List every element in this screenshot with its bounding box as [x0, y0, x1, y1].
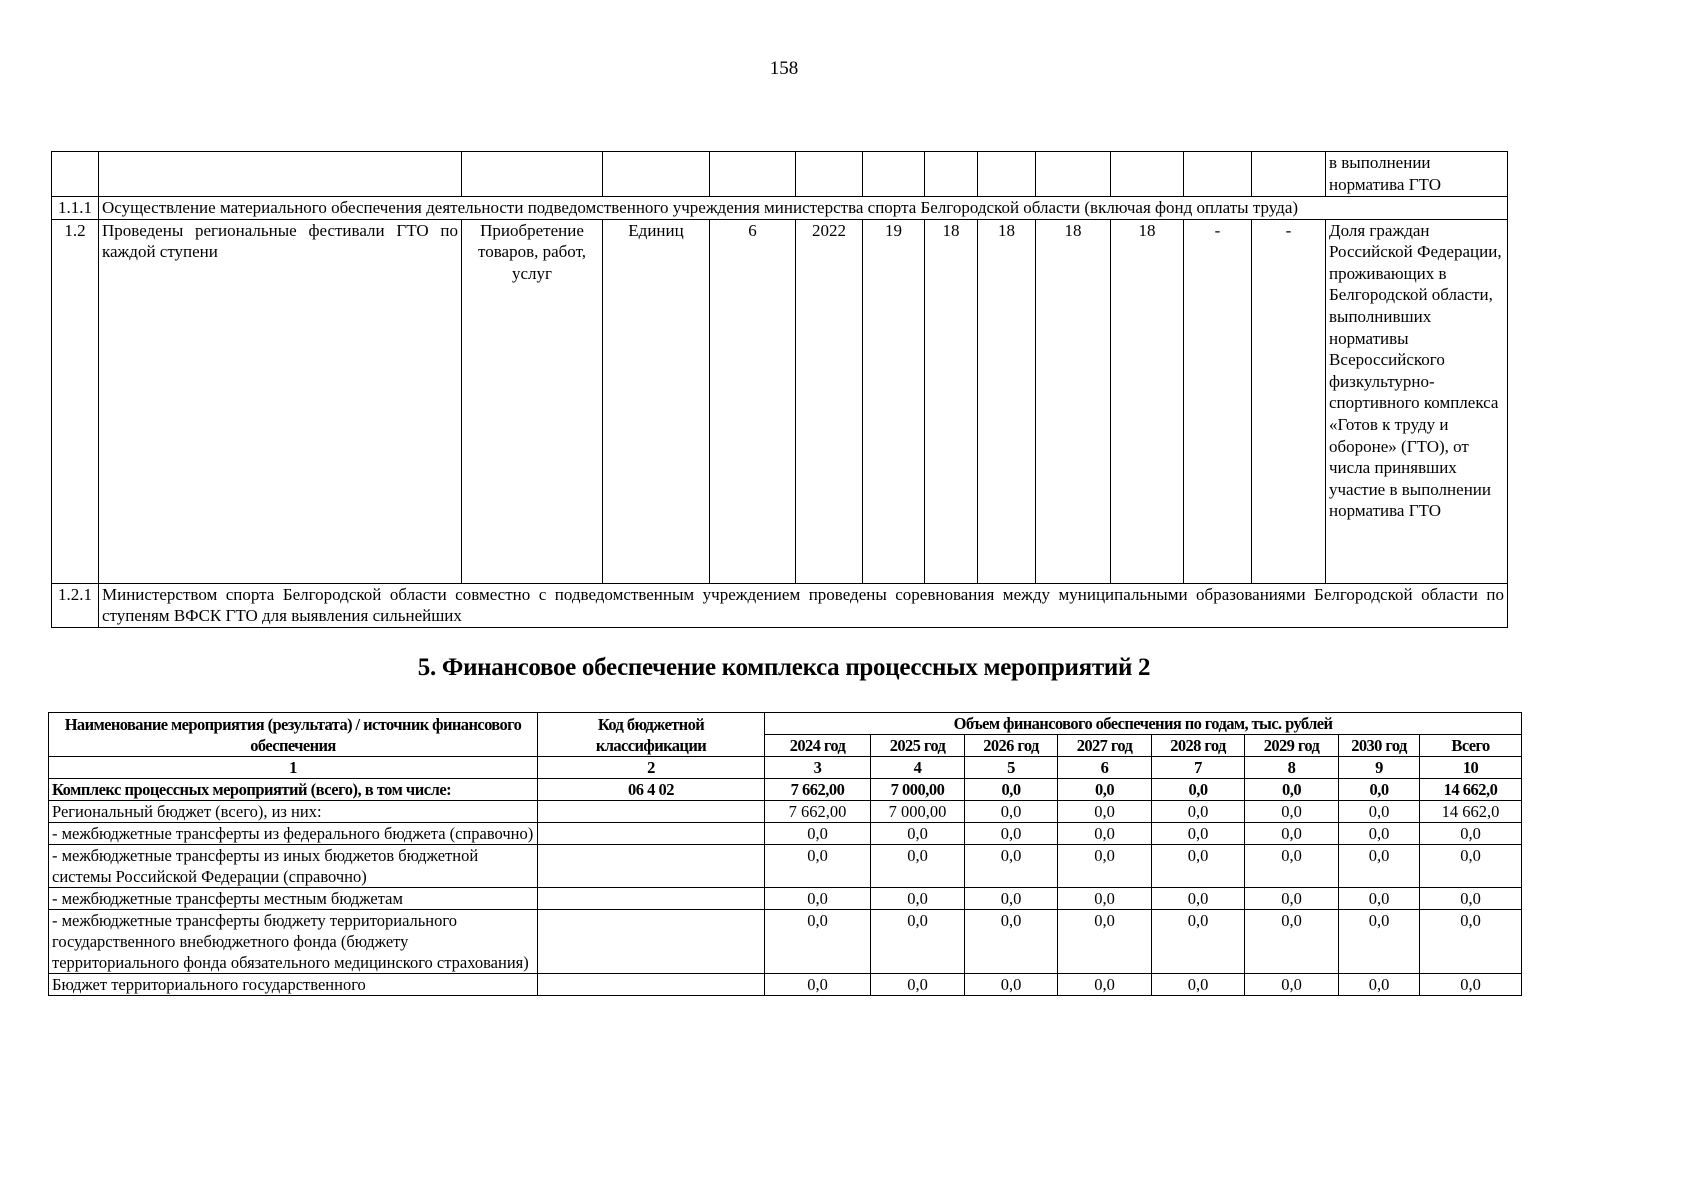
- row-value: 0,0: [1058, 779, 1152, 801]
- row-total: 0,0: [1420, 910, 1522, 974]
- row-value: 0,0: [965, 801, 1058, 823]
- row-total: 14 662,0: [1420, 779, 1522, 801]
- header-row-1: [49, 713, 1522, 735]
- header-volume: Объем финансового обеспечения по годам, тыс. рублей: [765, 713, 1522, 735]
- row-value: 0,0: [765, 910, 871, 974]
- value-2029: -: [1184, 219, 1252, 583]
- column-numbers-row: [49, 757, 1522, 779]
- row-value: 0,0: [965, 910, 1058, 974]
- row-value: 0,0: [1245, 779, 1339, 801]
- col-number: 10: [1420, 757, 1522, 779]
- row-value: 0,0: [1245, 910, 1339, 974]
- table-row: [49, 845, 1522, 888]
- table-row: [49, 974, 1522, 996]
- col-number: 4: [871, 757, 965, 779]
- row-name: Комплекс процессных мероприятий (всего), в том числе:: [49, 779, 538, 801]
- row-value: 0,0: [1245, 845, 1339, 888]
- row-value: 0,0: [1339, 801, 1420, 823]
- col-number: 3: [765, 757, 871, 779]
- row-value: 0,0: [1058, 801, 1152, 823]
- row-value: 0,0: [1058, 974, 1152, 996]
- row-value: 0,0: [965, 888, 1058, 910]
- table-row: [49, 823, 1522, 845]
- col-number: 5: [965, 757, 1058, 779]
- table-row: [49, 910, 1522, 974]
- row-1-2-1: [52, 583, 1508, 627]
- row-code: [538, 801, 765, 823]
- year-header: 2030 год: [1339, 735, 1420, 757]
- row-value: 0,0: [1339, 974, 1420, 996]
- col-number: 2: [538, 757, 765, 779]
- base-year: 2022: [796, 219, 863, 583]
- col-number: 7: [1152, 757, 1245, 779]
- row-value: 0,0: [1152, 823, 1245, 845]
- col-number: 9: [1339, 757, 1420, 779]
- row-name: - межбюджетные трансферты местным бюджетам: [49, 888, 538, 910]
- page-number: 158: [769, 58, 799, 79]
- row-1-1-1: [52, 197, 1508, 220]
- col-number: 8: [1245, 757, 1339, 779]
- continuation-row: [52, 152, 1508, 197]
- row-name: Региональный бюджет (всего), из них:: [49, 801, 538, 823]
- row-value: 0,0: [1058, 888, 1152, 910]
- row-value: 7 000,00: [871, 779, 965, 801]
- base-value: 6: [710, 219, 796, 583]
- row-name: - межбюджетные трансферты бюджету территориального государственного внебюджетного фонда (бюджету территориального фонда обязательного медицинского страхования): [49, 910, 538, 974]
- row-name: - межбюджетные трансферты из иных бюджетов бюджетной системы Российской Федерации (справочно): [49, 845, 538, 888]
- section-title: 5. Финансовое обеспечение комплекса процессных мероприятий 2: [417, 654, 1151, 681]
- row-value: 0,0: [1152, 779, 1245, 801]
- year-header: 2028 год: [1152, 735, 1245, 757]
- row-value: 0,0: [1058, 823, 1152, 845]
- row-code: [538, 823, 765, 845]
- row-value: 0,0: [1152, 888, 1245, 910]
- row-value: 0,0: [1152, 801, 1245, 823]
- row-code: [538, 845, 765, 888]
- value-2025: 18: [925, 219, 978, 583]
- row-value: 7 662,00: [765, 801, 871, 823]
- col-number: 6: [1058, 757, 1152, 779]
- row-value: 0,0: [1245, 823, 1339, 845]
- row-value: 0,0: [1339, 779, 1420, 801]
- year-header: 2026 год: [965, 735, 1058, 757]
- result-name: Проведены региональные фестивали ГТО по каждой ступени: [99, 219, 462, 583]
- row-name: Бюджет территориального государственного: [49, 974, 538, 996]
- row-text: Министерством спорта Белгородской области совместно с подведомственным учреждением проведены соревнования между муниципальными образованиями Белгородской области по ступеням ВФСК ГТО для выявления сильнейших: [99, 583, 1508, 627]
- year-header: 2024 год: [765, 735, 871, 757]
- table-row: [49, 801, 1522, 823]
- row-total: 0,0: [1420, 888, 1522, 910]
- row-value: 0,0: [1152, 845, 1245, 888]
- row-text: Осуществление материального обеспечения деятельности подведомственного учреждения министерства спорта Белгородской области (включая фонд оплаты труда): [99, 197, 1508, 220]
- year-header: 2027 год: [1058, 735, 1152, 757]
- row-value: 0,0: [1339, 823, 1420, 845]
- row-total: 0,0: [1420, 823, 1522, 845]
- row-code: [538, 910, 765, 974]
- results-table: [51, 151, 1508, 628]
- row-value: 0,0: [765, 974, 871, 996]
- row-value: 0,0: [1245, 974, 1339, 996]
- row-name: - межбюджетные трансферты из федерального бюджета (справочно): [49, 823, 538, 845]
- row-value: 0,0: [1058, 845, 1152, 888]
- row-value: 0,0: [965, 845, 1058, 888]
- header-name: Наименование мероприятия (результата) / источник финансового обеспечения: [49, 713, 538, 757]
- row-1-2: [52, 219, 1508, 583]
- value-2030: -: [1252, 219, 1326, 583]
- row-total: 0,0: [1420, 974, 1522, 996]
- value-2027: 18: [1036, 219, 1111, 583]
- value-2024: 19: [863, 219, 925, 583]
- row-value: 0,0: [871, 910, 965, 974]
- row-value: 0,0: [871, 974, 965, 996]
- year-header: 2025 год: [871, 735, 965, 757]
- row-value: 0,0: [765, 823, 871, 845]
- row-value: 0,0: [765, 888, 871, 910]
- row-value: 0,0: [1339, 888, 1420, 910]
- row-value: 7 000,00: [871, 801, 965, 823]
- unit-of-measure: Единиц: [603, 219, 710, 583]
- row-value: 0,0: [1339, 845, 1420, 888]
- row-code: [538, 974, 765, 996]
- row-code: [538, 888, 765, 910]
- row-value: 0,0: [1339, 910, 1420, 974]
- row-total: 14 662,0: [1420, 801, 1522, 823]
- row-number: 1.1.1: [52, 197, 99, 220]
- value-2026: 18: [978, 219, 1036, 583]
- row-value: 0,0: [965, 823, 1058, 845]
- table-row: [49, 888, 1522, 910]
- row-total: 0,0: [1420, 845, 1522, 888]
- col-number: 1: [49, 757, 538, 779]
- row-value: 0,0: [1245, 801, 1339, 823]
- row-value: 0,0: [871, 845, 965, 888]
- header-code: Код бюджетной классификации: [538, 713, 765, 757]
- row-value: 0,0: [1152, 910, 1245, 974]
- row-value: 0,0: [1058, 910, 1152, 974]
- row-value: 0,0: [1152, 974, 1245, 996]
- row-value: 0,0: [871, 823, 965, 845]
- indicator-link: Доля граждан Российской Федерации, проживающих в Белгородской области, выполнивших нормативы Всероссийского физкультурно-спортивного комплекса «Готов к труду и обороне» (ГТО), от числа принявших участие в выполнении норматива ГТО: [1326, 219, 1508, 583]
- row-value: 7 662,00: [765, 779, 871, 801]
- year-header: 2029 год: [1245, 735, 1339, 757]
- row-value: 0,0: [1245, 888, 1339, 910]
- row-value: 0,0: [871, 888, 965, 910]
- row-value: 0,0: [965, 974, 1058, 996]
- row-number: 1.2: [52, 219, 99, 583]
- total-header: Всего: [1420, 735, 1522, 757]
- row-code: 06 4 02: [538, 779, 765, 801]
- financial-table: [48, 712, 1522, 996]
- table-row: [49, 779, 1522, 801]
- continuation-indicator-cell: в выполнении норматива ГТО: [1326, 152, 1508, 197]
- value-2028: 18: [1111, 219, 1184, 583]
- result-type: Приобретение товаров, работ, услуг: [462, 219, 603, 583]
- row-value: 0,0: [965, 779, 1058, 801]
- row-value: 0,0: [765, 845, 871, 888]
- row-number: 1.2.1: [52, 583, 99, 627]
